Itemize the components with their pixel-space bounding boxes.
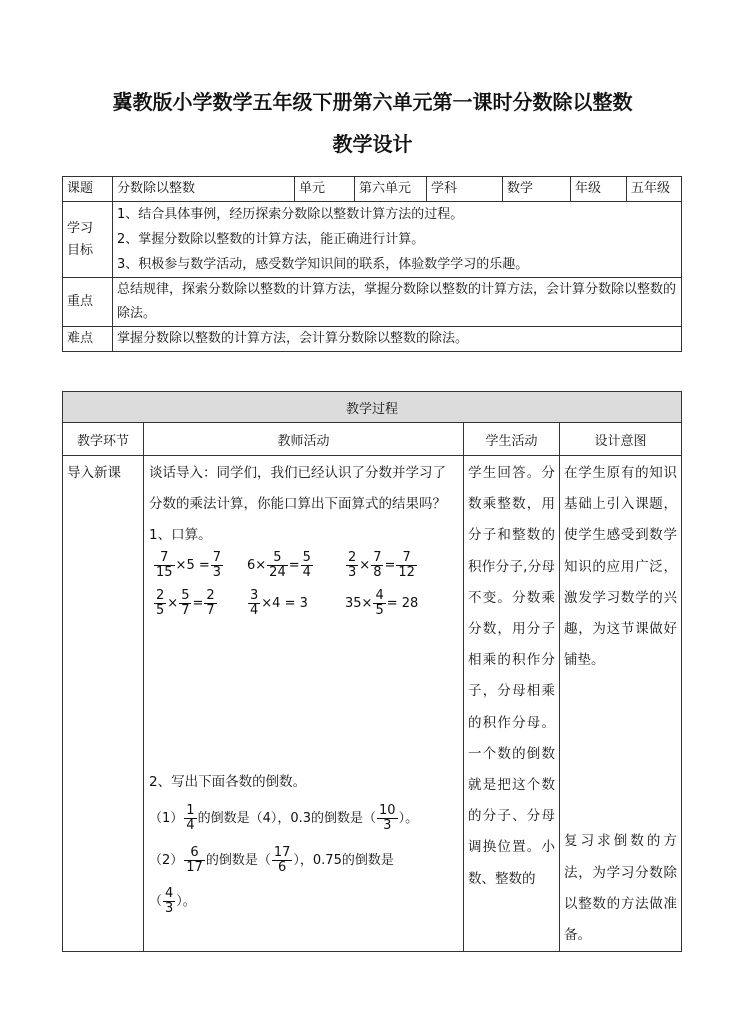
fraction: $\frac{7}{12}$: [398, 550, 415, 580]
intent-cell: [560, 456, 682, 952]
fraction: $\frac{4}{3}$: [165, 886, 174, 916]
calc-4: [153, 589, 218, 618]
goals-label: [63, 202, 113, 278]
fraction: $\frac{10}{3}$: [379, 803, 396, 833]
oral-title: 1、口算。: [149, 527, 212, 543]
goal-item: 2、掌握分数除以整数的计算方法，能正确进行计算。: [117, 232, 425, 247]
reciprocal-line-1: （1） $\frac{1}{4}$ 的倒数是（4），0.3的倒数是（ $\frac{10}{3}$ ）。: [149, 803, 419, 833]
grade-label: 年级: [571, 177, 627, 202]
calc-op: =: [192, 596, 204, 611]
unit-label: 单元: [295, 177, 355, 202]
calc-op: ×5 =: [175, 558, 210, 573]
subject-label: 学科: [427, 177, 503, 202]
fraction: $\frac{7}{3}$: [212, 550, 222, 580]
calc-1: [153, 551, 224, 580]
topic-value: 分数除以整数: [113, 177, 295, 202]
student-cell: 学生回答。分数乘整数，用分子和整数的积作分子,分母不变。分数乘分数，用分子相乘的积作分子，分母相乘的积作分母。一个数的倒数就是把这个数的分子、分母调换位置。小数、整数的: [464, 456, 560, 952]
fraction: $\frac{3}{4}$: [250, 588, 259, 618]
difficulty-value: 掌握分数除以整数的计算方法，会计算分数除以整数的除法。: [113, 327, 682, 352]
key-row: [63, 278, 682, 327]
difficulty-row: [63, 327, 682, 352]
calc-op: =: [384, 558, 396, 573]
intent-text-2: 复习求倒数的方法，为学习分数除以整数的方法做准备。: [564, 833, 678, 944]
fraction: $\frac{2}{5}$: [156, 588, 165, 618]
intro-text: 谈话导入：同学们，我们已经认识了分数并学习了分数的乘法计算，你能口算出下面算式的结果吗？: [149, 465, 446, 512]
fraction: $\frac{17}{6}$: [273, 845, 291, 875]
process-body-row: [63, 456, 682, 952]
topic-row: [63, 177, 682, 202]
col-student: 学生活动: [464, 423, 560, 456]
unit-value: 第六单元: [355, 177, 427, 202]
calc-2: [247, 551, 314, 580]
calc-op: ×: [359, 558, 371, 573]
lesson-info-table: [62, 176, 682, 352]
goals-row: [63, 202, 682, 278]
teaching-process-table: [62, 391, 682, 952]
fraction: $\frac{2}{7}$: [206, 588, 215, 618]
goal-item: 1、结合具体事例，经历探索分数除以整数计算方法的过程。: [117, 207, 464, 222]
stage-cell: 导入新课: [63, 456, 144, 952]
calc-op: =: [288, 558, 300, 573]
fraction: $\frac{7}{15}$: [156, 550, 173, 580]
process-header: 教学过程: [63, 392, 682, 423]
key-label: 重点: [63, 278, 113, 327]
goals-label-line1: 学习: [67, 220, 94, 236]
difficulty-label: 难点: [63, 327, 113, 352]
calc-op: = 28: [386, 596, 419, 611]
teacher-cell: [144, 456, 464, 952]
fraction: $\frac{5}{4}$: [302, 550, 311, 580]
fraction: $\frac{1}{4}$: [186, 803, 195, 833]
document-title: 冀教版小学数学五年级下册第六单元第一课时分数除以整数: [112, 90, 633, 114]
calc-op: ×4 = 3: [261, 596, 308, 611]
goal-item: 3、积极参与数学活动，感受数学知识间的联系，体验数学学习的乐趣。: [117, 257, 529, 272]
subject-value: 数学: [503, 177, 571, 202]
col-intent: 设计意图: [560, 423, 682, 456]
col-stage: 教学环节: [63, 423, 144, 456]
fraction: $\frac{4}{5}$: [375, 588, 384, 618]
fraction: $\frac{6}{17}$: [186, 845, 203, 875]
fraction: $\frac{2}{3}$: [348, 550, 357, 580]
process-column-row: [63, 423, 682, 456]
calc-op: 35×: [345, 596, 373, 611]
calc-3: [345, 551, 418, 580]
reciprocal-line-2: （2） $\frac{6}{17}$ 的倒数是（ $\frac{17}{6}$ ），0.75的倒数是: [149, 845, 394, 875]
goals-label-line2: 目标: [67, 242, 94, 258]
grade-value: 五年级: [627, 177, 682, 202]
oral-row-1: [149, 551, 458, 589]
process-header-row: [63, 392, 682, 423]
fraction: $\frac{7}{8}$: [373, 550, 382, 580]
intent-text-1: 在学生原有的知识基础上引入课题，使学生感受到数学知识的应用广泛，激发学习数学的兴趣，为这节课做好铺垫。: [564, 465, 678, 669]
calc-op: ×: [167, 596, 179, 611]
fraction: $\frac{5}{24}$: [269, 550, 286, 580]
key-value: 总结规律，探索分数除以整数的计算方法，掌握分数除以整数的计算方法，会计算分数除以整数的除法。: [113, 278, 682, 327]
calc-op: 6×: [247, 558, 267, 573]
fraction: $\frac{5}{7}$: [181, 588, 190, 618]
calc-5: [247, 589, 308, 618]
topic-label: 课题: [63, 177, 113, 202]
document-subtitle: 教学设计: [332, 132, 413, 156]
oral-row-2: [149, 589, 458, 627]
calc-6: [345, 589, 418, 618]
reciprocal-line-3: （ $\frac{4}{3}$ ）。: [149, 886, 196, 916]
col-teacher: 教师活动: [144, 423, 464, 456]
goals-list: [113, 202, 682, 278]
reciprocal-title: 2、写出下面各数的倒数。: [149, 774, 307, 790]
